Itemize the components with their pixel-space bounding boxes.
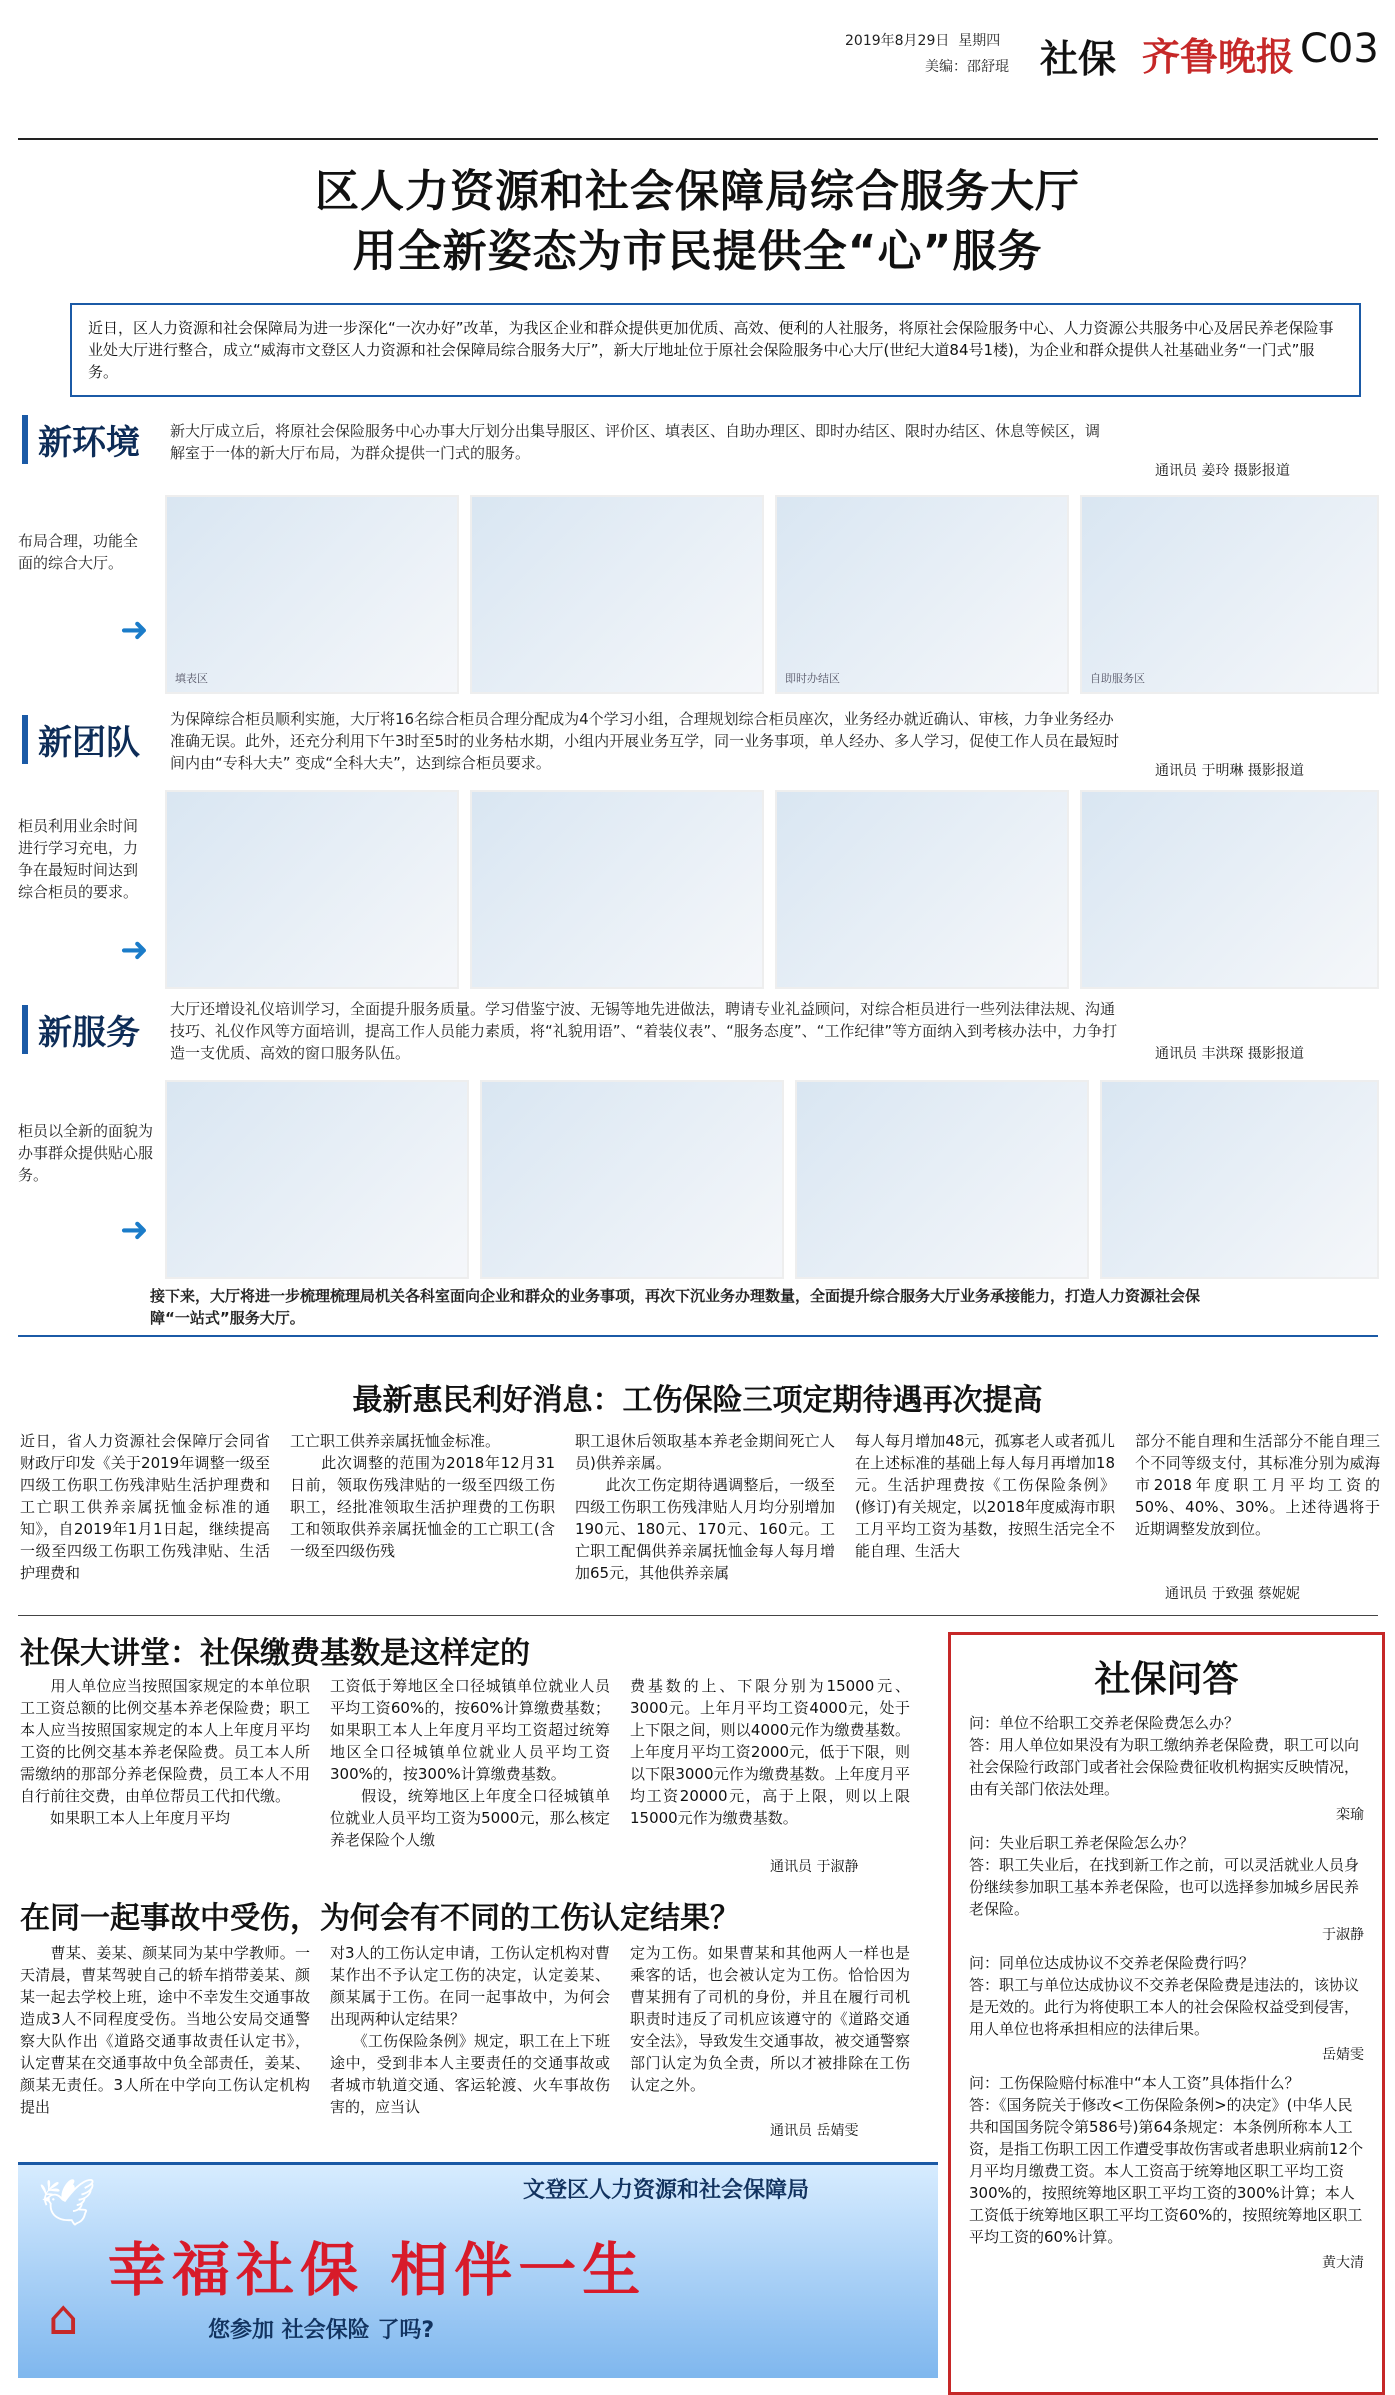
section-team-text: 为保障综合柜员顺利实施，大厅将16名综合柜员合理分配成为4个学习小组，合理规划综合柜员座次，业务经办就近确认、审核，力争业务经办准确无误。此外，还充分利用下午3时至5时的业务枯水期，小组内开展业务互学，同一业务事项，单人经办、多人学习，促使工作人员在最短时间内由“专科大夫” 变成“全科大夫”，达到综合柜员要求。 [170, 710, 1120, 772]
photo-env-4: 自助服务区 [1080, 495, 1379, 694]
arrow-icon: ➜ [120, 1210, 149, 1250]
section-env-text: 新大厅成立后，将原社会保险服务中心办事大厅划分出集导服区、评价区、填表区、自助办理区、即时办结区、限时办结区、休息等候区，调解室于一体的新大厅布局，为群众提供一门式的服务。 [170, 422, 1101, 462]
dove-icon: 🕊 [38, 2175, 97, 2229]
qa-author: 于淑静 [1322, 1927, 1364, 1943]
header-divider [18, 138, 1378, 140]
arrow-icon: ➜ [120, 610, 149, 650]
qa-title: 社保问答 [1094, 1659, 1239, 1700]
qa-item [969, 1832, 1364, 1944]
headline-line2: 用全新姿态为市民提供全“心”服务 [352, 226, 1043, 277]
house-icon: ⌂ [48, 2290, 79, 2346]
article2-col3: 费基数的上、下限分别为15000元、3000元。上年月平均工资4000元，处于上下限之间，则以4000元作为缴费基数。上年度月平均工资2000元，低于下限，则以下限3000元作为缴费基数。上年度月平均工资20000元，高于上限，则以上限15000元作为缴费基数。 [630, 1677, 910, 1827]
photo-service-3 [795, 1080, 1089, 1279]
section-team-caption: 柜员利用业余时间进行学习充电，力争在最短时间达到综合柜员的要求。 [18, 817, 139, 901]
article2-credit: 通讯员 于淑静 [770, 1859, 859, 1875]
photo-env-2 [470, 495, 764, 694]
qa-answer: 答：用人单位如果没有为职工缴纳养老保险费，职工可以向社会保险行政部门或者社会保险费征收机构据实反映情况，由有关部门依法处理。 [969, 1736, 1360, 1798]
article1-title: 最新惠民利好消息：工伤保险三项定期待遇再次提高 [352, 1383, 1043, 1418]
newspaper-logo: 齐鲁晚报 [1142, 34, 1295, 79]
qa-item [969, 1952, 1364, 2064]
qa-box [948, 1632, 1385, 2395]
qa-author: 岳婧雯 [1322, 2047, 1364, 2063]
article3-credit: 通讯员 岳婧雯 [770, 2123, 859, 2139]
qa-answer: 答：职工失业后，在找到新工作之前，可以灵活就业人员身份继续参加职工基本养老保险，也可以选择参加城乡居民养老保险。 [969, 1856, 1360, 1918]
photo-service-4 [1100, 1080, 1379, 1279]
qa-author: 黄大清 [1322, 2255, 1364, 2271]
article1-credit: 通讯员 于致强 蔡妮妮 [1165, 1586, 1300, 1602]
qa-answer: 答：职工与单位达成协议不交养老保险费是违法的，该协议是无效的。此行为将使职工本人的社会保险权益受到侵害，用人单位也将承担相应的法律后果。 [969, 1976, 1360, 2038]
photo-team-1 [165, 790, 459, 989]
article1-col1: 近日，省人力资源社会保障厅会同省财政厅印发《关于2019年调整一级至四级工伤职工伤残津贴生活护理费和工亡职工供养亲属抚恤金标准的通知》，自2019年1月1日起，继续提高一级至四级工伤职工伤残津贴、生活护理费和 [20, 1432, 270, 1582]
photo-team-3 [775, 790, 1069, 989]
editor-credit: 美编：邵舒琨 [925, 59, 1009, 75]
photo-service-2 [480, 1080, 784, 1279]
section-env-credit: 通讯员 姜玲 摄影报道 [1155, 463, 1290, 479]
photo-service-1 [165, 1080, 469, 1279]
article1-col4: 每人每月增加48元，孤寡老人或者孤儿在上述标准的基础上每人每月再增加18元。生活护理费按《工伤保险条例》(修订)有关规定，以2018年度威海市职工月平均工资为基数，按照生活完全不能自理、生活大 [855, 1432, 1115, 1560]
section-divider [18, 1335, 1378, 1337]
section-service-credit: 通讯员 丰洪琛 摄影报道 [1155, 1046, 1304, 1062]
section-env-title: 新环境 [22, 415, 140, 464]
bottom-banner [18, 2162, 938, 2378]
headline-line1: 区人力资源和社会保障局综合服务大厅 [315, 166, 1080, 217]
photo-env-1: 填表区 [165, 495, 459, 694]
arrow-icon: ➜ [120, 930, 149, 970]
section-service-title: 新服务 [22, 1005, 140, 1054]
section-env-caption: 布局合理，功能全面的综合大厅。 [18, 532, 139, 572]
article1-col5: 部分不能自理和生活部分不能自理三个不同等级支付，其标准分别为威海市2018年度职工月平均工资的50%、40%、30%。上述待遇将于近期调整发放到位。 [1135, 1432, 1380, 1538]
article2-col2: 工资低于筹地区全口径城镇单位就业人员平均工资60%的，按60%计算缴费基数；如果职工本人上年度月平均工资超过统筹地区全口径城镇单位就业人员平均工资300%的，按300%计算缴费基数。 假设，统筹地区上年度全口径城镇单位就业人员平均工资为5000元，那么核定养老保险个人缴 [330, 1677, 610, 1849]
qa-item [969, 2072, 1364, 2272]
article3-col1: 曹某、姜某、颜某同为某中学教师。一天清晨，曹某驾驶自己的轿车捎带姜某、颜某一起去学校上班，途中不幸发生交通事故造成3人不同程度受伤。当地公安局交通警察大队作出《道路交通事故责任认定书》，认定曹某在交通事故中负全部责任，姜某、颜某无责任。3人所在中学向工伤认定机构提出 [20, 1944, 310, 2116]
article1-col3: 职工退休后领取基本养老金期间死亡人员)供养亲属。 此次工伤定期待遇调整后，一级至四级工伤职工伤残津贴人月均分别增加190元、180元、170元、160元。工亡职工配偶供养亲属抚恤金每人每月增加65元，其他供养亲属 [575, 1432, 835, 1582]
article2-col1: 用人单位应当按照国家规定的本单位职工工资总额的比例交基本养老保险费；职工本人应当按照国家规定的本人上年度月平均工资的比例交基本养老保险费。员工本人所需缴纳的那部分养老保险费，员工本人不用自行前往交费，由单位帮员工代扣代缴。 如果职工本人上年度月平均 [20, 1677, 310, 1827]
qa-question: 问：同单位达成协议不交养老保险费行吗？ [969, 1954, 1255, 1972]
section-team-credit: 通讯员 于明琳 摄影报道 [1155, 763, 1304, 779]
banner-question: 您参加 社会保险 了吗? [208, 2318, 435, 2343]
qa-answer: 答：《国务院关于修改<工伤保险条例>的决定》(中华人民共和国国务院令第586号)第64条规定：本条例所称本人工资，是指工伤职工因工作遭受事故伤害或者患职业病前12个月平均月缴费工资。本人工资高于统筹地区职工平均工资300%的，按照统筹地区职工平均工资的300%计算；本人工资低于统筹地区职工平均工资60%的，按照统筹地区职工平均工资的60%计算。 [969, 2096, 1364, 2246]
article3-col2: 对3人的工伤认定申请，工伤认定机构对曹某作出不予认定工伤的决定，认定姜某、颜某属于工伤。在同一起事故中，为何会出现两种认定结果？ 《工伤保险条例》规定，职工在上下班途中，受到非本人主要责任的交通事故或者城市轨道交通、客运轮渡、火车事故伤害的，应当认 [330, 1944, 610, 2116]
article2-title: 社保大讲堂：社保缴费基数是这样定的 [20, 1636, 530, 1671]
section-service-footer: 接下来，大厅将进一步梳理梳理局机关各科室面向企业和群众的业务事项，再次下沉业务办理数量，全面提升综合服务大厅业务承接能力，打造人力资源社会保障“一站式”服务大厅。 [150, 1287, 1201, 1327]
article-divider [18, 1615, 1378, 1616]
photo-env-3: 即时办结区 [775, 495, 1069, 694]
section-service-caption: 柜员以全新的面貌为办事群众提供贴心服务。 [18, 1122, 154, 1184]
page-number: C03 [1300, 26, 1379, 72]
section-team-title: 新团队 [22, 715, 140, 764]
qa-author: 栾瑜 [1336, 1807, 1364, 1823]
photo-team-2 [470, 790, 764, 989]
intro-box: 近日，区人力资源和社会保障局为进一步深化“一次办好”改革，为我区企业和群众提供更加优质、高效、便利的人社服务，将原社会保险服务中心、人力资源公共服务中心及居民养老保险事业处大厅进行整合，成立“威海市文登区人力资源和社会保障局综合服务大厅”，新大厅地址位于原社会保险服务中心大厅(世纪大道84号1楼)，为企业和群众提供人社基础业务“一门式”服务。 [70, 303, 1361, 397]
banner-slogan: 幸福社保 相伴一生 [108, 2236, 647, 2304]
section-service-text: 大厅还增设礼仪培训学习，全面提升服务质量。学习借鉴宁波、无锡等地先进做法，聘请专业礼益顾问，对综合柜员进行一些列法律法规、沟通技巧、礼仪作风等方面培训，提高工作人员能力素质，将“礼貌用语”、“着装仪表”、“服务态度”、“工作纪律”等方面纳入到考核办法中，力争打造一支优质、高效的窗口服务队伍。 [170, 1000, 1118, 1062]
article1-col2: 工亡职工供养亲属抚恤金标准。 此次调整的范围为2018年12月31日前，领取伤残津贴的一级至四级工伤职工，经批准领取生活护理费的工伤职工和领取供养亲属抚恤金的工亡职工(含一级至四级伤残 [290, 1432, 555, 1560]
qa-question: 问：失业后职工养老保险怎么办？ [969, 1834, 1195, 1852]
qa-question: 问：单位不给职工交养老保险费怎么办？ [969, 1714, 1240, 1732]
article3-title: 在同一起事故中受伤，为何会有不同的工伤认定结果？ [20, 1901, 740, 1936]
issue-date: 2019年8月29日 星期四 [845, 33, 1001, 49]
article3-col3: 定为工伤。如果曹某和其他两人一样也是乘客的话，也会被认定为工伤。恰恰因为曹某拥有了司机的身份，并且在履行司机职责时违反了司机应该遵守的《道路交通安全法》，导致发生交通事故，被交通警察部门认定为负全责，所以才被排除在工伤认定之外。 [630, 1944, 910, 2094]
qa-question: 问：工伤保险赔付标准中“本人工资”具体指什么？ [969, 2074, 1300, 2092]
section-name: 社保 [1040, 37, 1117, 81]
photo-team-4 [1080, 790, 1379, 989]
qa-item [969, 1712, 1364, 1824]
banner-org: 文登区人力资源和社会保障局 [523, 2178, 810, 2203]
